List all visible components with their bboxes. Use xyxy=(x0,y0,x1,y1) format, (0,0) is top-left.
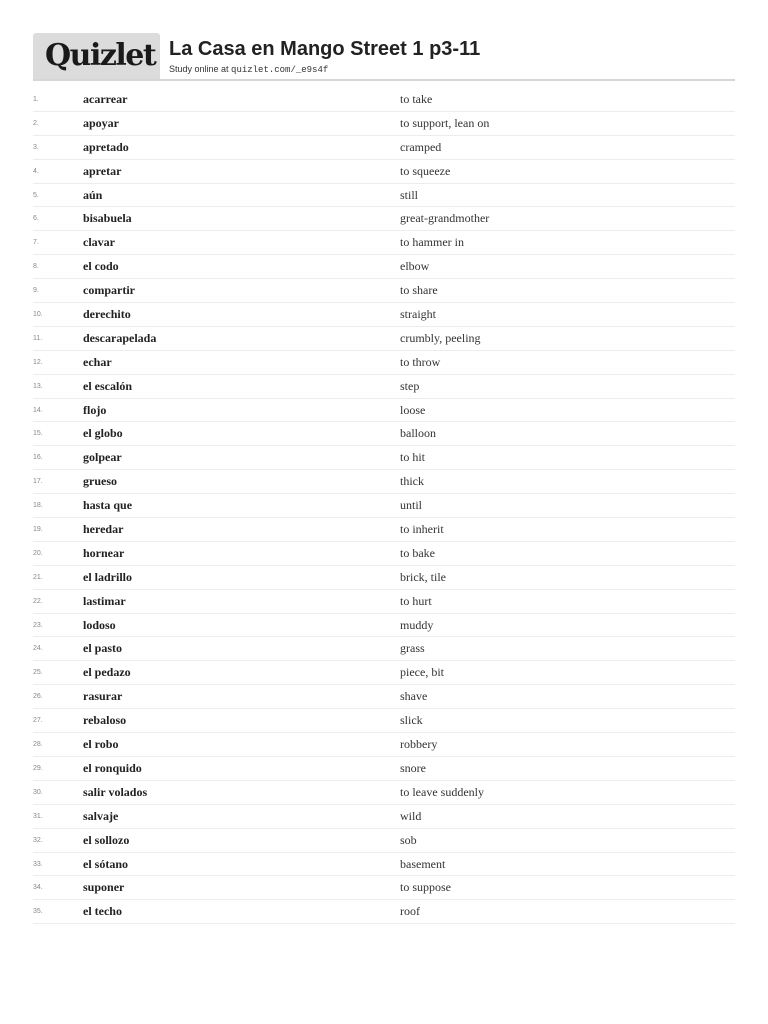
term-word: el sollozo xyxy=(83,832,130,847)
term-word: compartir xyxy=(83,283,135,298)
term-definition: until xyxy=(400,498,423,513)
term-row xyxy=(33,207,735,231)
term-row xyxy=(33,136,735,160)
term-row xyxy=(33,733,735,757)
term-word: aún xyxy=(83,187,103,202)
subtitle-prefix: Study online at xyxy=(169,64,232,74)
term-row xyxy=(33,160,735,184)
term-row xyxy=(33,900,735,924)
term-row xyxy=(33,231,735,255)
term-row xyxy=(33,351,735,375)
term-row xyxy=(33,327,735,351)
term-word: clavar xyxy=(83,235,115,250)
term-row xyxy=(33,757,735,781)
term-number: 29. xyxy=(33,764,43,772)
term-number: 4. xyxy=(33,167,39,175)
term-number: 26. xyxy=(33,693,43,701)
term-row xyxy=(33,614,735,638)
term-number: 7. xyxy=(33,239,39,247)
term-definition: to take xyxy=(400,92,433,106)
term-row xyxy=(33,112,735,136)
term-number: 35. xyxy=(33,908,43,916)
term-definition: straight xyxy=(400,307,436,322)
term-number: 24. xyxy=(33,645,43,653)
term-definition: to squeeze xyxy=(400,163,451,178)
term-definition: cramped xyxy=(400,139,442,154)
term-number: 9. xyxy=(33,287,39,295)
term-number: 11. xyxy=(33,334,43,342)
term-word: salir volados xyxy=(83,784,148,799)
term-row xyxy=(33,685,735,709)
term-row xyxy=(33,303,735,327)
term-number: 34. xyxy=(33,884,43,892)
term-word: el sótano xyxy=(83,856,128,871)
study-link[interactable]: quizlet.com/_e9s4f xyxy=(231,65,329,75)
term-definition: thick xyxy=(400,474,424,489)
term-number: 8. xyxy=(33,263,39,271)
term-definition: to inherit xyxy=(400,522,444,537)
term-word: hasta que xyxy=(83,498,133,513)
term-definition: basement xyxy=(400,856,446,871)
logo-box xyxy=(33,33,160,79)
term-number: 21. xyxy=(33,573,43,581)
term-row xyxy=(33,422,735,446)
page-title: La Casa en Mango Street 1 p3-11 xyxy=(169,38,481,60)
term-definition: to leave suddenly xyxy=(400,784,484,799)
term-row xyxy=(33,709,735,733)
term-word: lastimar xyxy=(83,593,126,608)
term-row xyxy=(33,494,735,518)
term-number: 12. xyxy=(33,358,43,366)
term-definition: elbow xyxy=(400,259,430,274)
term-number: 33. xyxy=(33,860,43,868)
term-word: golpear xyxy=(83,450,122,465)
term-row xyxy=(33,566,735,590)
term-number: 2. xyxy=(33,119,39,127)
term-word: el pedazo xyxy=(83,665,131,680)
term-row xyxy=(33,88,735,112)
term-definition: to throw xyxy=(400,354,441,369)
term-definition: loose xyxy=(400,402,426,417)
term-definition: brick, tile xyxy=(400,569,446,584)
term-word: el ladrillo xyxy=(83,569,132,584)
term-row xyxy=(33,470,735,494)
term-definition: to suppose xyxy=(400,880,451,895)
term-number: 19. xyxy=(33,526,43,534)
term-definition: sob xyxy=(400,832,417,847)
term-row xyxy=(33,184,735,208)
term-word: el globo xyxy=(83,426,123,441)
term-list xyxy=(33,88,735,924)
term-row xyxy=(33,518,735,542)
term-definition: grass xyxy=(400,641,425,656)
term-number: 23. xyxy=(33,621,43,629)
term-word: grueso xyxy=(83,474,117,489)
term-number: 32. xyxy=(33,836,43,844)
subtitle xyxy=(169,63,328,76)
term-word: el escalón xyxy=(83,378,132,393)
term-definition: still xyxy=(400,187,419,202)
term-row xyxy=(33,876,735,900)
term-word: el codo xyxy=(83,259,119,274)
term-row xyxy=(33,661,735,685)
term-number: 16. xyxy=(33,454,43,462)
term-row xyxy=(33,279,735,303)
term-word: el pasto xyxy=(83,641,122,656)
term-row xyxy=(33,590,735,614)
term-row xyxy=(33,542,735,566)
header xyxy=(33,33,735,81)
term-definition: to hit xyxy=(400,450,426,465)
term-number: 10. xyxy=(33,311,43,319)
term-word: salvaje xyxy=(83,808,119,823)
term-definition: to support, lean on xyxy=(400,115,490,130)
term-definition: to share xyxy=(400,283,438,298)
term-row xyxy=(33,446,735,470)
term-word: lodoso xyxy=(83,617,116,632)
term-word: el techo xyxy=(83,904,122,919)
term-row xyxy=(33,375,735,399)
term-number: 22. xyxy=(33,597,43,605)
term-row xyxy=(33,829,735,853)
term-number: 20. xyxy=(33,549,43,557)
term-number: 3. xyxy=(33,143,39,151)
term-row xyxy=(33,637,735,661)
term-definition: to hammer in xyxy=(400,235,464,250)
term-number: 28. xyxy=(33,741,43,749)
term-definition: slick xyxy=(400,713,423,728)
term-definition: muddy xyxy=(400,617,434,632)
term-word: heredar xyxy=(83,522,124,537)
term-word: flojo xyxy=(83,402,107,417)
term-definition: to bake xyxy=(400,545,435,560)
term-word: apoyar xyxy=(83,115,119,130)
term-word: el ronquido xyxy=(83,760,142,775)
term-number: 18. xyxy=(33,502,43,510)
term-number: 13. xyxy=(33,382,43,390)
term-word: el robo xyxy=(83,737,119,752)
term-word: echar xyxy=(83,354,112,369)
term-number: 30. xyxy=(33,788,43,796)
term-definition: great-grandmother xyxy=(400,211,490,226)
term-definition: crumbly, peeling xyxy=(400,330,481,345)
term-row xyxy=(33,853,735,877)
term-number: 25. xyxy=(33,669,43,677)
term-word: rebaloso xyxy=(83,713,127,728)
term-row xyxy=(33,255,735,279)
term-row xyxy=(33,399,735,423)
term-word: acarrear xyxy=(83,92,128,106)
term-definition: wild xyxy=(400,808,422,823)
term-row xyxy=(33,781,735,805)
term-definition: robbery xyxy=(400,737,438,752)
term-word: bisabuela xyxy=(83,211,132,226)
term-number: 31. xyxy=(33,812,43,820)
term-row xyxy=(33,805,735,829)
term-definition: roof xyxy=(400,904,420,919)
term-number: 14. xyxy=(33,406,43,414)
quizlet-logo: Quizlet xyxy=(45,38,156,73)
term-word: apretar xyxy=(83,163,122,178)
term-word: apretado xyxy=(83,139,129,154)
term-definition: step xyxy=(400,378,420,393)
term-definition: piece, bit xyxy=(400,665,444,680)
term-number: 27. xyxy=(33,717,43,725)
term-number: 17. xyxy=(33,478,43,486)
term-definition: shave xyxy=(400,689,428,704)
term-word: descarapelada xyxy=(83,330,157,345)
term-word: hornear xyxy=(83,545,125,560)
term-number: 5. xyxy=(33,191,39,199)
term-word: rasurar xyxy=(83,689,123,704)
term-number: 6. xyxy=(33,215,39,223)
term-definition: snore xyxy=(400,760,426,775)
term-number: 15. xyxy=(33,430,43,438)
term-word: derechito xyxy=(83,307,131,322)
term-definition: balloon xyxy=(400,426,436,441)
term-definition: to hurt xyxy=(400,593,432,608)
term-word: suponer xyxy=(83,880,125,895)
term-number: 1. xyxy=(33,96,39,103)
